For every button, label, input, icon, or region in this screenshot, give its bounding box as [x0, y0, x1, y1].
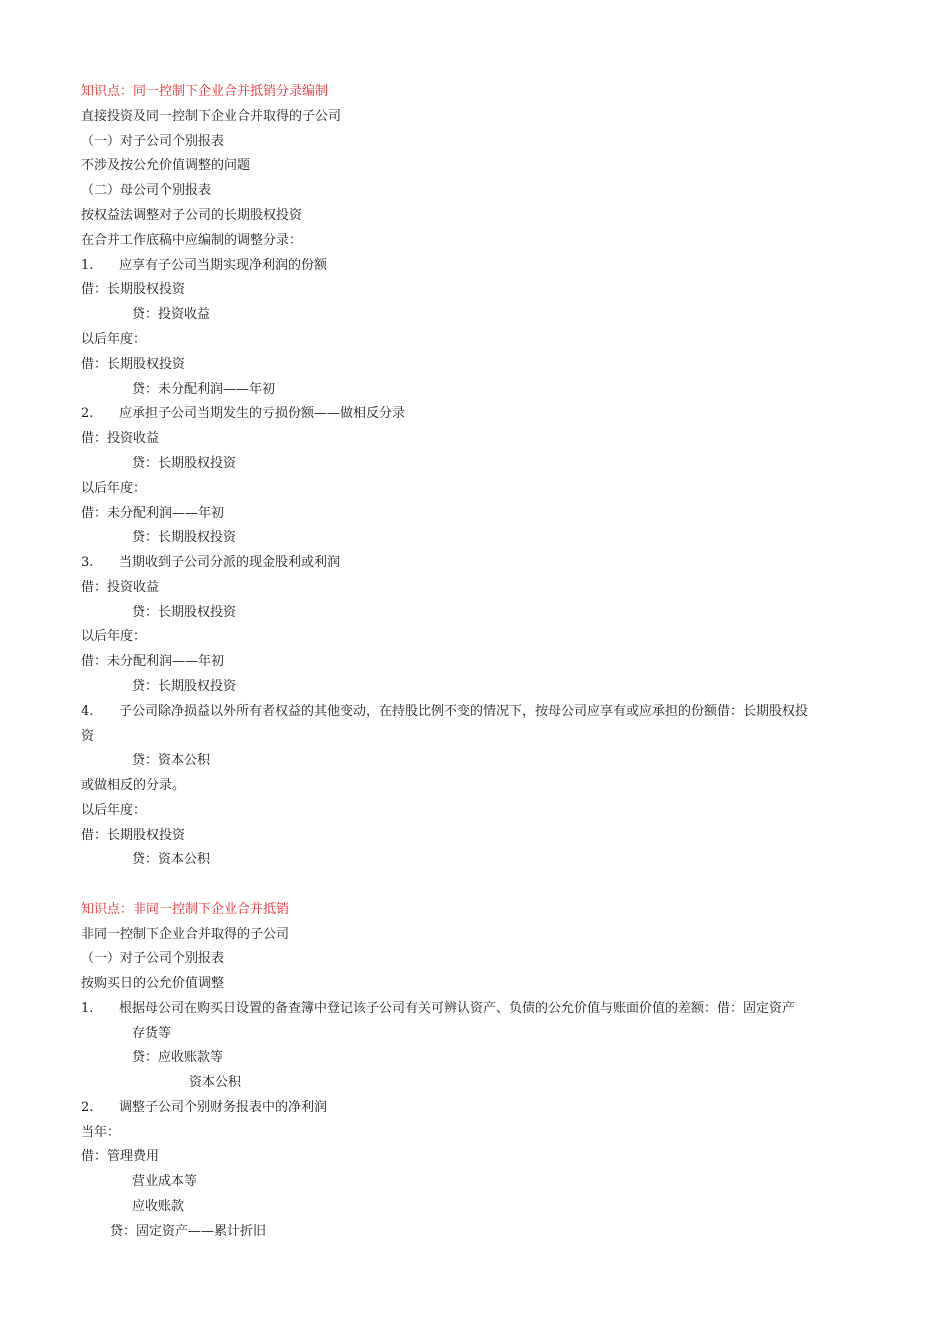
text-line: 按权益法调整对子公司的长期股权投资	[81, 208, 303, 223]
list-number: 4.	[81, 704, 94, 719]
text-line: 营业成本等	[132, 1174, 198, 1189]
text-line: 以后年度：	[81, 629, 147, 644]
text-line: 存货等	[132, 1026, 172, 1041]
credit-entry: 贷：应收账款等	[132, 1050, 224, 1065]
text-line: 以后年度：	[81, 803, 147, 818]
list-item	[81, 553, 481, 573]
list-item	[81, 702, 871, 722]
section1-heading: 知识点：同一控制下企业合并抵销分录编制	[81, 84, 329, 99]
debit-entry: 借：投资收益	[81, 431, 160, 446]
text-line: 以后年度：	[81, 332, 147, 347]
text-line: 按购买日的公允价值调整	[81, 976, 225, 991]
credit-entry: 贷：投资收益	[132, 307, 211, 322]
list-number: 1.	[81, 1001, 94, 1016]
text-line: 资	[81, 729, 95, 744]
list-number: 1.	[81, 258, 94, 273]
list-item	[81, 1098, 481, 1118]
text-line: （二）母公司个别报表	[81, 183, 212, 198]
credit-entry: 贷：资本公积	[132, 852, 211, 867]
debit-entry: 借：投资收益	[81, 580, 160, 595]
credit-entry: 贷：长期股权投资	[132, 679, 237, 694]
list-number: 2.	[81, 406, 94, 421]
list-text: 根据母公司在购买日设置的备查簿中登记该子公司有关可辨认资产、负债的公允价值与账面价值的差额：借：固定资产	[119, 1001, 796, 1016]
list-text: 应承担子公司当期发生的亏损份额——做相反分录	[119, 406, 406, 421]
text-line: 以后年度：	[81, 481, 147, 496]
list-text: 调整子公司个别财务报表中的净利润	[119, 1100, 328, 1115]
debit-entry: 借：长期股权投资	[81, 828, 186, 843]
list-number: 3.	[81, 555, 94, 570]
credit-entry: 贷：资本公积	[132, 753, 211, 768]
text-line: 应收账款	[132, 1199, 185, 1214]
debit-entry: 借：未分配利润——年初	[81, 654, 225, 669]
text-line: 资本公积	[189, 1075, 242, 1090]
text-line: 直接投资及同一控制下企业合并取得的子公司	[81, 109, 342, 124]
text-line: 在合并工作底稿中应编制的调整分录：	[81, 233, 303, 248]
credit-entry: 贷：固定资产——累计折旧	[110, 1224, 267, 1239]
list-item	[81, 999, 871, 1019]
credit-entry: 贷：长期股权投资	[132, 605, 237, 620]
text-line: 非同一控制下企业合并取得的子公司	[81, 927, 290, 942]
list-number: 2.	[81, 1100, 94, 1115]
list-text: 当期收到子公司分派的现金股利或利润	[119, 555, 341, 570]
text-line: 或做相反的分录。	[81, 778, 186, 793]
section2-heading: 知识点：非同一控制下企业合并抵销	[81, 902, 290, 917]
debit-entry: 借：管理费用	[81, 1149, 160, 1164]
list-item	[81, 404, 481, 424]
text-line: 当年：	[81, 1125, 121, 1140]
text-line: 不涉及按公允价值调整的问题	[81, 158, 251, 173]
list-text: 应享有子公司当期实现净利润的份额	[119, 258, 328, 273]
credit-entry: 贷：未分配利润——年初	[132, 382, 276, 397]
list-item	[81, 256, 481, 276]
list-text: 子公司除净损益以外所有者权益的其他变动，在持股比例不变的情况下，按母公司应享有或应承担的份额借：长期股权投	[119, 704, 809, 719]
debit-entry: 借：长期股权投资	[81, 282, 186, 297]
text-line: （一）对子公司个别报表	[81, 134, 225, 149]
debit-entry: 借：长期股权投资	[81, 357, 186, 372]
credit-entry: 贷：长期股权投资	[132, 456, 237, 471]
credit-entry: 贷：长期股权投资	[132, 530, 237, 545]
text-line: （一）对子公司个别报表	[81, 951, 225, 966]
debit-entry: 借：未分配利润——年初	[81, 506, 225, 521]
